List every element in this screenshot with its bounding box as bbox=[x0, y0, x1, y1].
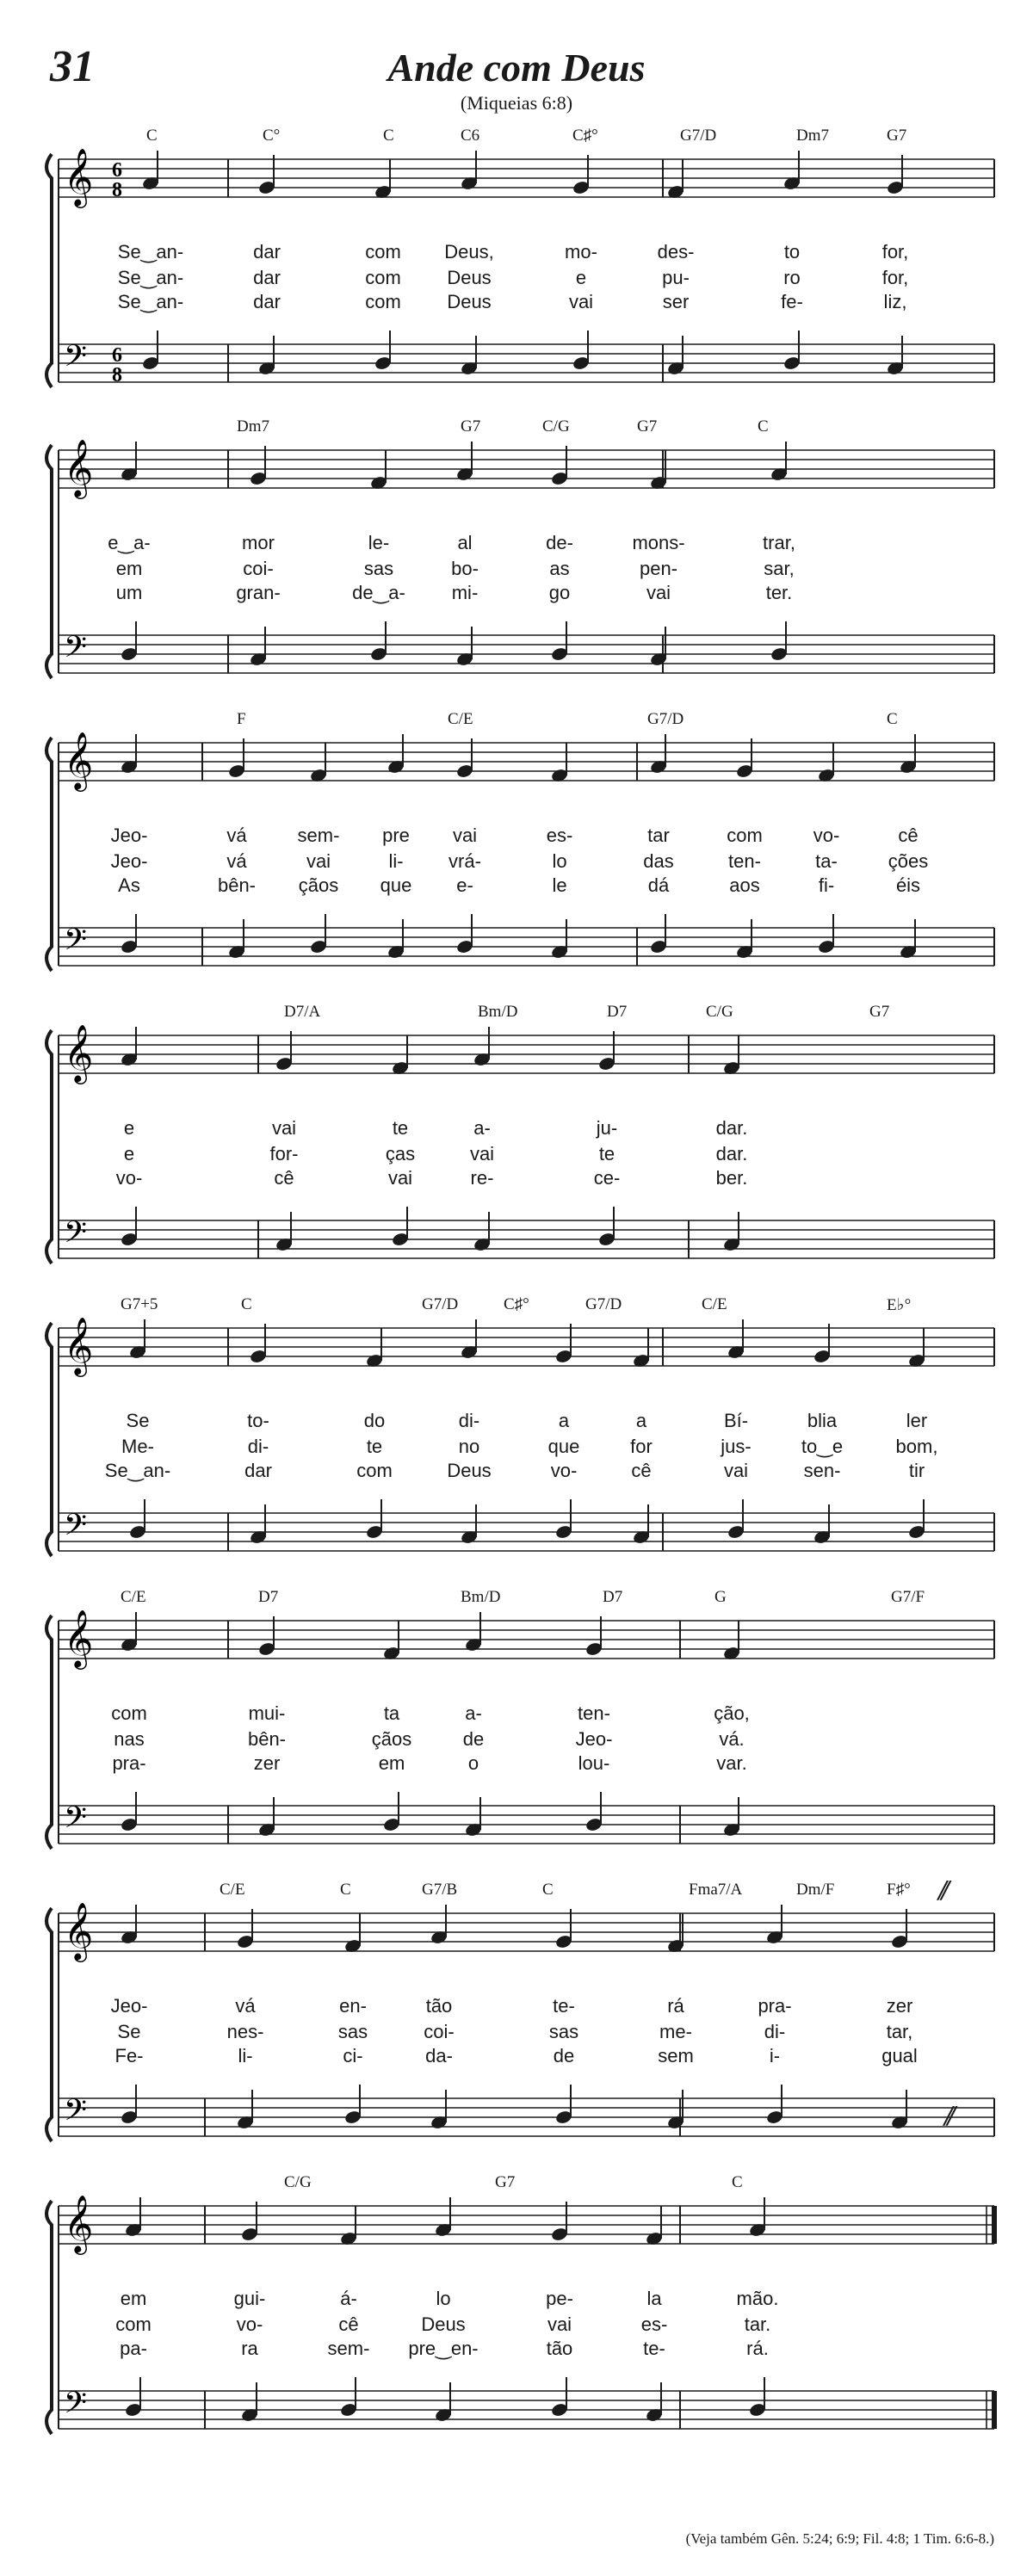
lyric-syllable-verse-3: aos bbox=[729, 874, 760, 896]
lyric-syllable-verse-3: var. bbox=[716, 1752, 747, 1774]
lyric-syllable-verse-3: que bbox=[380, 874, 412, 896]
lyric-syllable-verse-1: rá bbox=[667, 1995, 684, 2017]
lyric-syllable-verse-2: ções bbox=[888, 850, 929, 872]
chord-symbol: C bbox=[758, 417, 769, 436]
chord-symbol: G7/B bbox=[422, 1881, 458, 1899]
repeat-mark: // bbox=[938, 1875, 944, 1906]
lyric-syllable-verse-3: com bbox=[365, 291, 401, 312]
lyric-syllable-verse-3: dar bbox=[244, 1460, 272, 1481]
lyric-syllable-verse-2: dar. bbox=[715, 1143, 748, 1164]
lyric-syllable-verse-3: liz, bbox=[883, 291, 907, 312]
lyric-syllable-verse-1: vá bbox=[235, 1995, 256, 2017]
system-bracket bbox=[46, 2201, 52, 2434]
lyric-syllable-verse-2: çãos bbox=[371, 1728, 412, 1750]
lyric-syllable-verse-2: for bbox=[630, 1436, 653, 1457]
lyric-syllable-verse-3: vo- bbox=[115, 1167, 143, 1189]
chord-symbol: C bbox=[340, 1881, 351, 1899]
lyric-syllable-verse-2: vrá- bbox=[448, 850, 481, 872]
lyric-syllable-verse-2: ro bbox=[783, 267, 801, 288]
lyric-syllable-verse-1: Jeo- bbox=[110, 825, 148, 846]
lyric-syllable-verse-2: te bbox=[366, 1436, 383, 1457]
lyric-syllable-verse-3: ci- bbox=[343, 2045, 363, 2066]
time-signature-top: 6 bbox=[112, 344, 122, 367]
lyric-syllable-verse-2: Se‿an- bbox=[117, 267, 184, 288]
lyric-syllable-verse-3: e- bbox=[456, 874, 473, 896]
lyric-syllable-verse-1: Deus, bbox=[444, 241, 494, 263]
lyric-syllable-verse-3: Se‿an- bbox=[104, 1460, 171, 1481]
lyric-syllable-verse-2: vá bbox=[226, 850, 247, 872]
lyric-syllable-verse-2: no bbox=[458, 1436, 480, 1457]
lyric-syllable-verse-1: a bbox=[558, 1410, 570, 1431]
lyric-syllable-verse-2: vá. bbox=[719, 1728, 745, 1750]
lyric-syllable-verse-3: pre‿en- bbox=[408, 2338, 479, 2359]
lyric-syllable-verse-3: ser bbox=[662, 291, 690, 312]
lyric-syllable-verse-2: de bbox=[462, 1728, 485, 1750]
chord-symbol: C♯° bbox=[504, 1295, 529, 1313]
lyric-syllable-verse-1: al bbox=[457, 532, 473, 553]
bass-clef: 𝄢 bbox=[64, 1214, 88, 1257]
chord-symbol: G bbox=[714, 1588, 727, 1606]
lyric-syllable-verse-3: de‿a- bbox=[352, 582, 405, 603]
lyric-syllable-verse-3: sem- bbox=[327, 2338, 370, 2359]
lyric-syllable-verse-2: vai bbox=[306, 850, 331, 872]
lyric-syllable-verse-3: ce- bbox=[593, 1167, 621, 1189]
repeat-mark: // bbox=[944, 2100, 950, 2132]
chord-symbol: D7 bbox=[258, 1588, 279, 1606]
lyric-syllable-verse-2: coi- bbox=[243, 558, 274, 579]
lyric-syllable-verse-1: des- bbox=[657, 241, 695, 263]
lyric-syllable-verse-3: dá bbox=[647, 874, 670, 896]
lyric-syllable-verse-1: de- bbox=[546, 532, 573, 553]
lyric-syllable-verse-1: Bí- bbox=[723, 1410, 749, 1431]
lyric-syllable-verse-1: a bbox=[635, 1410, 647, 1431]
treble-clef: 𝄞 bbox=[64, 1901, 94, 1960]
lyric-syllable-verse-3: o bbox=[467, 1752, 479, 1774]
lyric-syllable-verse-1: Se‿an- bbox=[117, 241, 184, 263]
treble-clef: 𝄞 bbox=[64, 2194, 94, 2252]
lyric-syllable-verse-3: i- bbox=[769, 2045, 781, 2066]
chord-symbol: Dm7 bbox=[237, 417, 269, 436]
bass-clef: 𝄢 bbox=[64, 922, 88, 964]
lyric-syllable-verse-3: cê bbox=[631, 1460, 652, 1481]
chord-symbol: F♯° bbox=[887, 1881, 911, 1899]
chord-symbol: Bm/D bbox=[478, 1003, 518, 1021]
lyric-syllable-verse-1: te- bbox=[553, 1995, 575, 2017]
hymn-title: Ande com Deus bbox=[387, 46, 646, 90]
lyric-syllable-verse-2: Deus bbox=[421, 2313, 466, 2335]
lyric-syllable-verse-1: mo- bbox=[565, 241, 597, 263]
lyric-syllable-verse-3: vai bbox=[568, 291, 594, 312]
lyric-syllable-verse-1: com bbox=[365, 241, 401, 263]
lyric-syllable-verse-2: Deus bbox=[447, 267, 492, 288]
lyric-syllable-verse-1: e bbox=[123, 1117, 135, 1139]
lyric-syllable-verse-2: que bbox=[547, 1436, 580, 1457]
chord-symbol: C bbox=[383, 127, 394, 145]
lyric-syllable-verse-2: Se bbox=[117, 2021, 141, 2042]
lyric-syllable-verse-2: to‿e bbox=[801, 1436, 844, 1457]
lyric-syllable-verse-1: com bbox=[727, 825, 763, 846]
lyric-syllable-verse-2: tar. bbox=[744, 2313, 771, 2335]
lyric-syllable-verse-1: vo- bbox=[813, 825, 840, 846]
lyric-syllable-verse-1: trar, bbox=[763, 532, 795, 553]
system-bracket bbox=[46, 738, 52, 971]
lyric-syllable-verse-2: em bbox=[115, 558, 143, 579]
scripture-reference: (Miqueias 6:8) bbox=[460, 92, 573, 114]
lyric-syllable-verse-3: lou- bbox=[578, 1752, 610, 1774]
lyric-syllable-verse-3: rá. bbox=[746, 2338, 769, 2359]
lyric-syllable-verse-3: Fe- bbox=[114, 2045, 144, 2066]
lyric-syllable-verse-3: te- bbox=[643, 2338, 665, 2359]
lyric-syllable-verse-3: um bbox=[115, 582, 143, 603]
lyric-syllable-verse-2: pen- bbox=[639, 558, 678, 579]
lyric-syllable-verse-2: sas bbox=[363, 558, 394, 579]
lyric-syllable-verse-3: Deus bbox=[447, 1460, 492, 1481]
staff-system-8 bbox=[0, 2189, 1033, 2447]
lyric-syllable-verse-3: ber. bbox=[715, 1167, 748, 1189]
chord-symbol: C♯° bbox=[572, 127, 598, 145]
lyric-syllable-verse-1: pre bbox=[382, 825, 410, 846]
lyric-syllable-verse-1: mor bbox=[242, 532, 275, 553]
lyric-syllable-verse-2: bom, bbox=[895, 1436, 938, 1457]
lyric-syllable-verse-3: mi- bbox=[451, 582, 479, 603]
lyric-syllable-verse-1: vá bbox=[226, 825, 247, 846]
system-bracket bbox=[46, 1615, 52, 1849]
lyric-syllable-verse-1: vai bbox=[271, 1117, 297, 1139]
chord-symbol: D7/A bbox=[284, 1003, 321, 1021]
lyric-syllable-verse-2: e bbox=[123, 1143, 135, 1164]
lyric-syllable-verse-2: das bbox=[643, 850, 674, 872]
lyric-syllable-verse-2: lo bbox=[552, 850, 567, 872]
lyric-syllable-verse-2: es- bbox=[640, 2313, 668, 2335]
chord-symbol: C/E bbox=[448, 710, 473, 728]
lyric-syllable-verse-1: to- bbox=[247, 1410, 269, 1431]
lyric-syllable-verse-1: sem- bbox=[297, 825, 340, 846]
lyric-syllable-verse-1: mons- bbox=[632, 532, 685, 553]
bass-clef: 𝄢 bbox=[64, 1507, 88, 1549]
lyric-syllable-verse-2: com bbox=[365, 267, 401, 288]
chord-symbol: E♭° bbox=[887, 1296, 912, 1314]
lyric-syllable-verse-3: de bbox=[553, 2045, 575, 2066]
lyric-syllable-verse-3: vai bbox=[723, 1460, 749, 1481]
lyric-syllable-verse-3: vai bbox=[646, 582, 671, 603]
lyric-syllable-verse-3: vai bbox=[387, 1167, 413, 1189]
lyric-syllable-verse-2: ças bbox=[385, 1143, 416, 1164]
bass-clef: 𝄢 bbox=[64, 2385, 88, 2427]
lyric-syllable-verse-3: vo- bbox=[550, 1460, 578, 1481]
lyric-syllable-verse-1: dar bbox=[253, 241, 281, 263]
lyric-syllable-verse-1: le- bbox=[368, 532, 390, 553]
lyric-syllable-verse-1: cê bbox=[898, 825, 919, 846]
lyric-syllable-verse-2: e bbox=[575, 267, 587, 288]
lyric-syllable-verse-1: en- bbox=[339, 1995, 367, 2017]
lyric-syllable-verse-1: lo bbox=[436, 2288, 451, 2309]
lyric-syllable-verse-1: mui- bbox=[248, 1702, 286, 1724]
lyric-syllable-verse-1: do bbox=[363, 1410, 386, 1431]
system-bracket bbox=[46, 1323, 52, 1556]
lyric-syllable-verse-2: ta- bbox=[815, 850, 838, 872]
lyric-syllable-verse-2: li- bbox=[388, 850, 404, 872]
chord-symbol: Fma7/A bbox=[689, 1881, 743, 1899]
lyric-syllable-verse-3: re- bbox=[470, 1167, 494, 1189]
lyric-syllable-verse-1: es- bbox=[546, 825, 573, 846]
lyric-syllable-verse-3: gual bbox=[881, 2045, 918, 2066]
chord-symbol: C/G bbox=[284, 2173, 312, 2191]
staff-system-4 bbox=[0, 1018, 1033, 1276]
chord-symbol: C bbox=[887, 710, 898, 728]
lyric-syllable-verse-1: Se bbox=[126, 1410, 150, 1431]
chord-symbol: G7 bbox=[495, 2173, 516, 2191]
lyric-syllable-verse-2: vai bbox=[469, 1143, 495, 1164]
system-bracket bbox=[46, 1030, 52, 1263]
lyric-syllable-verse-1: to bbox=[783, 241, 801, 263]
lyric-syllable-verse-3: As bbox=[118, 874, 140, 896]
chord-symbol: C6 bbox=[461, 127, 480, 145]
lyric-syllable-verse-1: em bbox=[120, 2288, 147, 2309]
lyric-syllable-verse-3: fi- bbox=[818, 874, 835, 896]
chord-symbol: C bbox=[542, 1881, 554, 1899]
lyric-syllable-verse-1: com bbox=[111, 1702, 147, 1724]
chord-symbol: G7 bbox=[637, 417, 658, 436]
lyric-syllable-verse-2: tar, bbox=[886, 2021, 913, 2042]
chord-symbol: Dm7 bbox=[796, 127, 829, 145]
lyric-syllable-verse-1: mão. bbox=[736, 2288, 779, 2309]
chord-symbol: C bbox=[732, 2173, 743, 2191]
lyric-syllable-verse-1: ção, bbox=[714, 1702, 750, 1724]
lyric-syllable-verse-2: as bbox=[549, 558, 570, 579]
lyric-syllable-verse-2: sar, bbox=[764, 558, 795, 579]
lyric-syllable-verse-2: vai bbox=[547, 2313, 572, 2335]
chord-symbol: G7/D bbox=[585, 1295, 622, 1313]
lyric-syllable-verse-2: jus- bbox=[721, 1436, 752, 1457]
time-signature-top: 6 bbox=[112, 159, 122, 182]
lyric-syllable-verse-3: go bbox=[548, 582, 571, 603]
lyric-syllable-verse-1: e‿a- bbox=[108, 532, 151, 553]
treble-clef: 𝄞 bbox=[64, 147, 94, 206]
lyric-syllable-verse-1: a- bbox=[465, 1702, 482, 1724]
lyric-syllable-verse-3: çãos bbox=[298, 874, 339, 896]
lyric-syllable-verse-1: blia bbox=[807, 1410, 838, 1431]
staff-system-2 bbox=[0, 433, 1033, 691]
staff-system-5 bbox=[0, 1311, 1033, 1569]
lyric-syllable-verse-3: pa- bbox=[120, 2338, 147, 2359]
lyric-syllable-verse-2: com bbox=[115, 2313, 152, 2335]
treble-clef: 𝄞 bbox=[64, 1023, 94, 1082]
chord-symbol: G7 bbox=[887, 127, 907, 145]
lyric-syllable-verse-1: Jeo- bbox=[110, 1995, 148, 2017]
staff-system-6 bbox=[0, 1603, 1033, 1862]
bass-clef: 𝄢 bbox=[64, 1800, 88, 1842]
lyric-syllable-verse-1: ta bbox=[383, 1702, 400, 1724]
lyric-syllable-verse-2: Me- bbox=[121, 1436, 154, 1457]
chord-symbol: C bbox=[241, 1295, 252, 1313]
footnote: (Veja também Gên. 5:24; 6:9; Fil. 4:8; 1 Tim. 6:6-8.) bbox=[685, 2530, 994, 2547]
lyric-syllable-verse-2: coi- bbox=[424, 2021, 455, 2042]
lyric-syllable-verse-2: bo- bbox=[451, 558, 479, 579]
treble-clef: 𝄞 bbox=[64, 731, 94, 789]
chord-symbol: C/E bbox=[220, 1881, 245, 1899]
system-bracket bbox=[46, 1908, 52, 2141]
system-bracket bbox=[46, 445, 52, 678]
lyric-syllable-verse-1: te bbox=[392, 1117, 409, 1139]
lyric-syllable-verse-3: Se‿an- bbox=[117, 291, 184, 312]
lyric-syllable-verse-3: sen- bbox=[803, 1460, 841, 1481]
time-signature-bottom: 8 bbox=[112, 364, 122, 386]
lyric-syllable-verse-3: Deus bbox=[447, 291, 492, 312]
lyric-syllable-verse-2: nes- bbox=[226, 2021, 264, 2042]
lyric-syllable-verse-1: ten- bbox=[578, 1702, 610, 1724]
lyric-syllable-verse-2: nas bbox=[114, 1728, 145, 1750]
lyric-syllable-verse-2: dar bbox=[253, 267, 281, 288]
chord-symbol: G7/D bbox=[680, 127, 717, 145]
lyric-syllable-verse-1: for, bbox=[881, 241, 909, 263]
lyric-syllable-verse-3: pra- bbox=[112, 1752, 146, 1774]
lyric-syllable-verse-3: em bbox=[378, 1752, 405, 1774]
lyric-syllable-verse-1: á- bbox=[340, 2288, 357, 2309]
chord-symbol: D7 bbox=[603, 1588, 623, 1606]
bass-clef: 𝄢 bbox=[64, 629, 88, 671]
lyric-syllable-verse-3: ra bbox=[241, 2338, 258, 2359]
lyric-syllable-verse-2: Jeo- bbox=[575, 1728, 613, 1750]
lyric-syllable-verse-1: tar bbox=[647, 825, 670, 846]
lyric-syllable-verse-3: bên- bbox=[217, 874, 257, 896]
chord-symbol: C/G bbox=[706, 1003, 733, 1021]
treble-clef: 𝄞 bbox=[64, 1609, 94, 1667]
chord-symbol: G7/F bbox=[891, 1588, 925, 1606]
system-bracket bbox=[46, 154, 52, 387]
chord-symbol: Bm/D bbox=[461, 1588, 501, 1606]
lyric-syllable-verse-2: me- bbox=[659, 2021, 692, 2042]
lyric-syllable-verse-1: pra- bbox=[758, 1995, 792, 2017]
lyric-syllable-verse-3: da- bbox=[425, 2045, 453, 2066]
lyric-syllable-verse-1: ler bbox=[906, 1410, 928, 1431]
bass-clef: 𝄢 bbox=[64, 2092, 88, 2134]
lyric-syllable-verse-1: di- bbox=[458, 1410, 480, 1431]
lyric-syllable-verse-3: dar bbox=[253, 291, 281, 312]
chord-symbol: G7 bbox=[461, 417, 481, 436]
lyric-syllable-verse-3: li- bbox=[238, 2045, 253, 2066]
chord-symbol: D7 bbox=[607, 1003, 628, 1021]
lyric-syllable-verse-3: éis bbox=[895, 874, 921, 896]
lyric-syllable-verse-1: zer bbox=[886, 1995, 913, 2017]
lyric-syllable-verse-2: te bbox=[598, 1143, 615, 1164]
lyric-syllable-verse-3: com bbox=[356, 1460, 393, 1481]
lyric-syllable-verse-3: tão bbox=[546, 2338, 573, 2359]
lyric-syllable-verse-1: dar. bbox=[715, 1117, 748, 1139]
lyric-syllable-verse-2: for, bbox=[881, 267, 909, 288]
lyric-syllable-verse-2: di- bbox=[764, 2021, 786, 2042]
lyric-syllable-verse-3: le bbox=[552, 874, 567, 896]
lyric-syllable-verse-3: cê bbox=[274, 1167, 294, 1189]
chord-symbol: G7/D bbox=[422, 1295, 459, 1313]
treble-clef: 𝄞 bbox=[64, 1316, 94, 1374]
staff-system-7 bbox=[0, 1896, 1033, 2154]
lyric-syllable-verse-2: for- bbox=[269, 1143, 299, 1164]
chord-symbol: C/E bbox=[702, 1295, 727, 1313]
lyric-syllable-verse-3: sem bbox=[658, 2045, 694, 2066]
chord-symbol: C/G bbox=[542, 417, 570, 436]
chord-symbol: Dm/F bbox=[796, 1881, 835, 1899]
lyric-syllable-verse-1: ju- bbox=[596, 1117, 618, 1139]
chord-symbol: F bbox=[237, 710, 246, 728]
bass-clef: 𝄢 bbox=[64, 338, 88, 380]
hymn-number: 31 bbox=[50, 42, 95, 91]
time-signature-bottom: 8 bbox=[112, 179, 122, 201]
lyric-syllable-verse-1: pe- bbox=[546, 2288, 573, 2309]
lyric-syllable-verse-2: sas bbox=[548, 2021, 579, 2042]
staff-system-3 bbox=[0, 726, 1033, 984]
lyric-syllable-verse-2: sas bbox=[337, 2021, 368, 2042]
chord-symbol: G7+5 bbox=[121, 1295, 158, 1313]
chord-symbol: C bbox=[146, 127, 158, 145]
lyric-syllable-verse-1: gui- bbox=[233, 2288, 266, 2309]
chord-symbol: C° bbox=[263, 127, 281, 145]
lyric-syllable-verse-3: ter. bbox=[765, 582, 793, 603]
lyric-syllable-verse-2: di- bbox=[247, 1436, 269, 1457]
lyric-syllable-verse-1: vai bbox=[452, 825, 478, 846]
lyric-syllable-verse-1: a- bbox=[473, 1117, 491, 1139]
lyric-syllable-verse-2: pu- bbox=[662, 267, 690, 288]
lyric-syllable-verse-3: fe- bbox=[781, 291, 803, 312]
lyric-syllable-verse-2: cê bbox=[338, 2313, 359, 2335]
lyric-syllable-verse-1: la bbox=[646, 2288, 662, 2309]
lyric-syllable-verse-3: gran- bbox=[236, 582, 281, 603]
lyric-syllable-verse-3: tir bbox=[908, 1460, 925, 1481]
lyric-syllable-verse-2: ten- bbox=[728, 850, 761, 872]
chord-symbol: G7 bbox=[869, 1003, 890, 1021]
lyric-syllable-verse-3: zer bbox=[253, 1752, 281, 1774]
lyric-syllable-verse-2: vo- bbox=[236, 2313, 263, 2335]
chord-symbol: C/E bbox=[121, 1588, 146, 1606]
lyric-syllable-verse-2: Jeo- bbox=[110, 850, 148, 872]
chord-symbol: G7/D bbox=[647, 710, 684, 728]
lyric-syllable-verse-1: tão bbox=[425, 1995, 453, 2017]
treble-clef: 𝄞 bbox=[64, 438, 94, 497]
lyric-syllable-verse-2: bên- bbox=[247, 1728, 287, 1750]
